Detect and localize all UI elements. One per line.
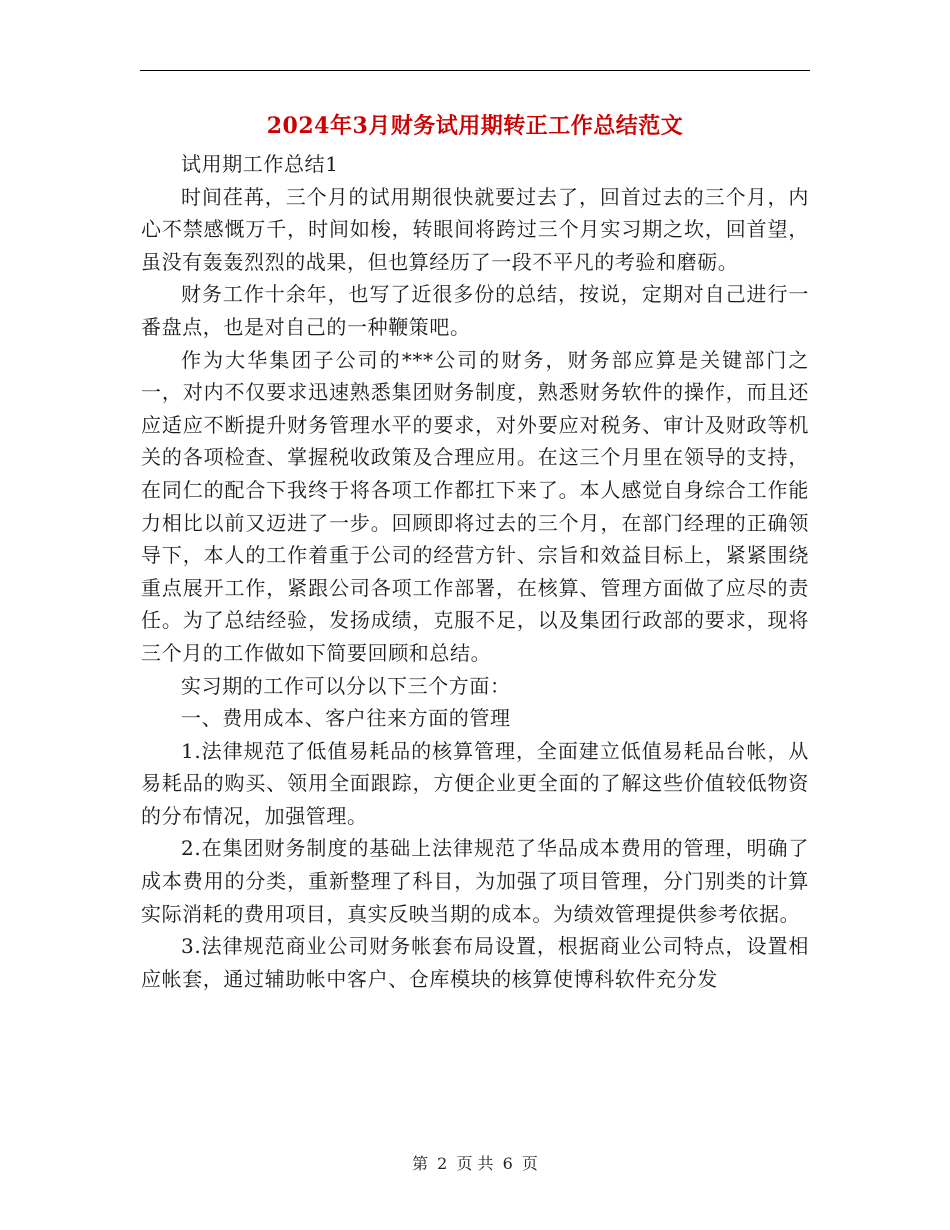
paragraph-item-2: 2.在集团财务制度的基础上法律规范了华品成本费用的管理，明确了成本费用的分类，重新整理了科目，为加强了项目管理，分门别类的计算实际消耗的费用项目，真实反映当期的成本。为绩效管理提供参考依据。 bbox=[141, 836, 809, 926]
paragraph-experience: 财务工作十余年，也写了近很多份的总结，按说，定期对自己进行一番盘点，也是对自己的一种鞭策吧。 bbox=[141, 282, 809, 339]
document-title: 2024年3月财务试用期转正工作总结范文 bbox=[266, 113, 684, 139]
paragraph-intro: 时间荏苒，三个月的试用期很快就要过去了，回首过去的三个月，内心不禁感慨万千，时间如梭，转眼间将跨过三个月实习期之坎，回首望，虽没有轰轰烈烈的战果，但也算经历了一段不平凡的考验和磨砺。 bbox=[141, 184, 809, 274]
footer-prefix: 第 bbox=[412, 1154, 429, 1173]
paragraph-subheading-cost: 一、费用成本、客户往来方面的管理 bbox=[181, 706, 511, 731]
paragraph-role: 作为大华集团子公司的***公司的财务，财务部应算是关键部门之一，对内不仅要求迅速熟悉集团财务制度，熟悉财务软件的操作，而且还应适应不断提升财务管理水平的要求，对外要应对税务、审计及财政等机关的各项检查、掌握税收政策及合理应用。在这三个月里在领导的支持，在同仁的配合下我终于将各项工作都扛下来了。本人感觉自身综合工作能力相比以前又迈进了一步。回顾即将过去的三个月，在部门经理的正确领导下，本人的工作着重于公司的经营方针、宗旨和效益目标上，紧紧围绕重点展开工作，紧跟公司各项工作部署，在核算、管理方面做了应尽的责任。为了总结经验，发扬成绩，克服不足，以及集团行政部的要求，现将三个月的工作做如下简要回顾和总结。 bbox=[141, 347, 809, 665]
paragraph-section-heading: 试用期工作总结1 bbox=[181, 152, 339, 176]
paragraph-item-1: 1.法律规范了低值易耗品的核算管理，全面建立低值易耗品台帐，从易耗品的购买、领用全面跟踪，方便企业更全面的了解这些价值较低物资的分布情况，加强管理。 bbox=[141, 738, 809, 828]
footer-total-pages: 6 bbox=[502, 1154, 513, 1173]
footer-middle: 页 共 bbox=[456, 1154, 494, 1173]
paragraph-item-3: 3.法律规范商业公司财务帐套布局设置，根据商业公司特点，设置相应帐套，通过辅助帐中客户、仓库模块的核算使博科软件充分发 bbox=[141, 934, 809, 991]
page-footer bbox=[0, 1152, 950, 1176]
paragraph-work-aspects: 实习期的工作可以分以下三个方面： bbox=[181, 673, 511, 698]
footer-page-number: 2 bbox=[437, 1154, 448, 1173]
footer-suffix: 页 bbox=[521, 1154, 538, 1173]
document-body bbox=[141, 148, 809, 995]
header-rule bbox=[140, 70, 810, 71]
